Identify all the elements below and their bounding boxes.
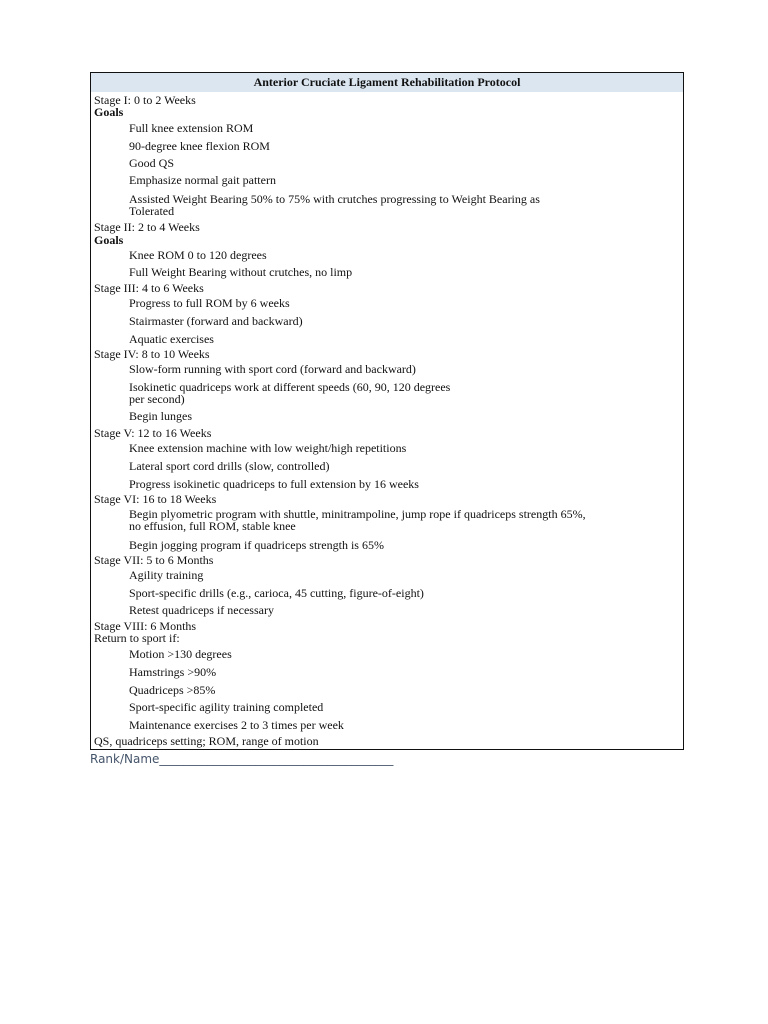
stage-line: QS, quadriceps setting; ROM, range of motion [94,734,319,748]
protocol-title: Anterior Cruciate Ligament Rehabilitation Protocol [91,73,683,92]
stage-line: Stage VII: 5 to 6 Months [94,553,214,567]
protocol-table [90,72,684,750]
list-item: Begin plyometric program with shuttle, minitrampoline, jump rope if quadriceps strength 65%, [129,507,586,521]
list-item: Full knee extension ROM [129,121,254,135]
list-item: Lateral sport cord drills (slow, controlled) [129,459,330,473]
list-item: Knee extension machine with low weight/high repetitions [129,441,407,455]
list-item: Retest quadriceps if necessary [129,603,274,617]
list-item: Progress to full ROM by 6 weeks [129,296,290,310]
list-item: Slow-form running with sport cord (forward and backward) [129,362,416,376]
stage-line: Stage III: 4 to 6 Weeks [94,281,204,295]
section-heading: Goals [94,105,124,119]
list-item: Aquatic exercises [129,332,214,346]
list-item: Sport-specific drills (e.g., carioca, 45 cutting, figure-of-eight) [129,586,424,600]
list-item: Full Weight Bearing without crutches, no limp [129,265,353,279]
list-item: Begin lunges [129,409,192,423]
list-item: Stairmaster (forward and backward) [129,314,303,328]
list-item: 90-degree knee flexion ROM [129,139,270,153]
stage-line: Stage II: 2 to 4 Weeks [94,220,200,234]
list-item: Tolerated [129,204,175,218]
list-item: Sport-specific agility training completed [129,700,324,714]
list-item: Good QS [129,156,175,170]
rank-name-field: Rank/Name_______________________________________ [90,752,394,766]
list-item: Progress isokinetic quadriceps to full extension by 16 weeks [129,477,419,491]
list-item: Agility training [129,568,204,582]
section-heading: Goals [94,233,124,247]
stage-line: Stage IV: 8 to 10 Weeks [94,347,210,361]
list-item: no effusion, full ROM, stable knee [129,519,296,533]
list-item: Isokinetic quadriceps work at different speeds (60, 90, 120 degrees [129,380,451,394]
list-item: Emphasize normal gait pattern [129,173,276,187]
list-item: Hamstrings >90% [129,665,217,679]
stage-line: Stage VIII: 6 Months [94,619,197,633]
stage-line: Stage V: 12 to 16 Weeks [94,426,212,440]
list-item: Knee ROM 0 to 120 degrees [129,248,267,262]
list-item: Motion >130 degrees [129,647,232,661]
list-item: Begin jogging program if quadriceps strength is 65% [129,538,384,552]
list-item: per second) [129,392,185,406]
stage-line: Return to sport if: [94,631,180,645]
list-item: Quadriceps >85% [129,683,216,697]
list-item: Assisted Weight Bearing 50% to 75% with crutches progressing to Weight Bearing as [129,192,540,206]
stage-line: Stage I: 0 to 2 Weeks [94,93,196,107]
stage-line: Stage VI: 16 to 18 Weeks [94,492,217,506]
list-item: Maintenance exercises 2 to 3 times per week [129,718,344,732]
